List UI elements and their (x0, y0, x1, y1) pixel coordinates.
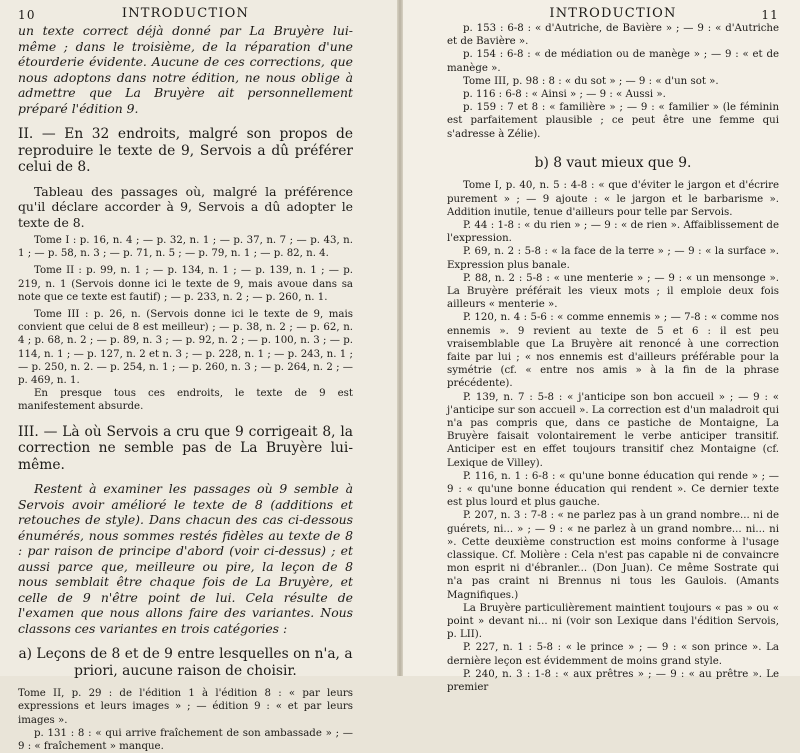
presque-paragraph: En presque tous ces endroits, le texte de 9 est manifestement absurde. (18, 388, 353, 413)
left-page-number: 10 (18, 8, 36, 22)
right-running-title: INTRODUCTION (549, 6, 677, 21)
heading-a: a) Leçons de 8 et de 9 entre lesquelles on n'a, a priori, aucune raison de choisir. (18, 646, 353, 679)
left-intro-paragraph: un texte correct déjà donné par La Bruyère lui-même ; dans le troisième, de la réparation d'une étourderie évidente. Aucune de ces corrections, que nous adoptons dans notre édition, ne nous oblige à admettre que La Bruyère ait personnellement préparé l'édition 9. (18, 23, 353, 116)
list-item: P. 139, n. 7 : 5-8 : « j'anticipe son bon accueil » ; — 9 : « j'anticipe sur son accueil ». La correction est d'un maladroit qui n'a pas compris que, dans ce pastiche de Montaigne, La Bruyère faisait volontairement le verbe anticiper transitif. Anticiper est en effet toujours transitif chez Montaigne (cf. Lexique de Villey). (447, 391, 779, 469)
tableau-paragraph: Tableau des passages où, malgré la préférence qu'il déclare accorder à 9, Servois a dû adopter le texte de 8. (18, 183, 353, 230)
list-item: Tome I, p. 40, n. 5 : 4-8 : « que d'éviter le jargon et d'écrire purement » ; — 9 ajoute : « le jargon et le barbarisme ». Addition inutile, tenue d'ailleurs pour telle par Servois. (447, 180, 779, 218)
tome-iii-list: Tome III : p. 26, n. (Servois donne ici le texte de 9, mais convient que celui de 8 est meilleur) ; — p. 38, n. 2 ; — p. 62, n. 4 ; p. 68, n. 2 ; — p. 89, n. 3 ; — p. 92, n. 2 ; — p. 100, n. 3 ; — p. 114, n. 1 ; — p. 127, n. 2 et n. 3 ; — p. 228, n. 1 ; — p. 243, n. 1 ; — p. 250, n. 2. — p. 254, n. 1 ; — p. 260, n. 3 ; — p. 264, n. 2 ; — p. 469, n. 1. (18, 309, 353, 387)
tome-i-list: Tome I : p. 16, n. 4 ; — p. 32, n. 1 ; — p. 37, n. 7 ; — p. 43, n. 1 ; — p. 58, n. 3 ; — p. 71, n. 5 ; — p. 79, n. 1 ; — p. 82, n. 4. (18, 235, 353, 260)
list-item: p. 154 : 6-8 : « de médiation ou de manège » ; — 9 : « et de manège ». (447, 49, 779, 74)
right-page-content (447, 0, 779, 694)
right-running-head (447, 0, 779, 26)
section-ii-heading: II. — En 32 endroits, malgré son propos de reproduire le texte de 9, Servois a dû préférer celui de 8. (18, 126, 353, 175)
tome-ii-list: Tome II : p. 99, n. 1 ; — p. 134, n. 1 ; — p. 139, n. 1 ; — p. 219, n. 1 (Servois donne ici le texte de 9, mais avoue dans sa note que ce texte est fautif) ; — p. 233, n. 2 ; — p. 260, n. 1. (18, 265, 353, 303)
left-running-title: INTRODUCTION (121, 6, 250, 21)
list-item: P. 207, n. 3 : 7-8 : « ne parlez pas à un grand nombre... ni de guérets, ni... » ; — 9 : « ne parlez à un grand nombre... ni... ni ». Cette deuxième construction est moins conforme à l'usage classique. Cf. Molière : Cela n'est pas capable ni de convaincre mon esprit ni d'ébranler... (Don Juan). Ce même Sostrate qui n'a pas craint ni Brennus ni tous les Gaulois. (Amants Magnifiques.) (447, 510, 779, 601)
heading-b: b) 8 vaut mieux que 9. (534, 154, 692, 171)
list-item: P. 44 : 1-8 : « du rien » ; — 9 : « de rien ». Affaiblissement de l'expression. (447, 219, 779, 245)
list-item: P. 69, n. 2 : 5-8 : « la face de la terre » ; — 9 : « la surface ». Expression plus banale. (447, 246, 779, 271)
a-tome-ii: Tome II, p. 29 : de l'édition 1 à l'édition 8 : « par leurs expressions et leurs images » ; — édition 9 : « et par leurs images ». (18, 688, 353, 726)
list-item: P. 120, n. 4 : 5-6 : « comme ennemis » ; — 7-8 : « comme nos ennemis ». 9 revient au texte de 5 et 6 : il est peu vraisemblable que La Bruyère ait renoncé à une correction faite par lui ; « nos ennemis est d'ailleurs préférable pour la symétrie (cf. « entre nos amis » à la fin de la phrase précédente). (447, 312, 779, 390)
list-item: La Bruyère particulièrement maintient toujours « pas » ou « point » devant ni... ni (voir son Lexique dans l'édition Servois, p. LII). (447, 602, 779, 641)
section-iii-heading: III. — Là où Servois a cru que 9 corrigeait 8, la correction ne semble pas de La Bruyère lui-même. (18, 423, 353, 473)
list-item: p. 153 : 6-8 : « d'Autriche, de Bavière » ; — 9 : « d'Autriche et de Bavière ». (447, 23, 779, 48)
restent-paragraph: Restent à examiner les passages où 9 semble à Servois avoir amélioré le texte de 8 (additions et retouches de style). Dans chacun des cas ci-dessous énumérés, nous sommes restés fidèles au texte de 8 : par raison de principe d'abord (voir ci-dessus) ; et aussi parce que, meilleure ou pire, la leçon de 8 nous semblait être chaque fois de La Bruyère, et celle de 9 n'être point de lui. Cela résulte de l'examen que nous allons faire des variantes. Nous classons ces variantes en trois catégories : (18, 481, 353, 636)
list-item: P. 240, n. 3 : 1-8 : « aux prêtres » ; — 9 : « au prêtre ». Le premier (447, 668, 779, 694)
list-item: P. 227, n. 1 : 5-8 : « le prince » ; — 9 : « son prince ». La dernière leçon est évidemment de moins grand style. (447, 642, 779, 667)
left-running-head (18, 0, 353, 26)
list-item: Tome III, p. 98 : 8 : « du sot » ; — 9 : « d'un sot ». (463, 75, 719, 87)
right-top-list (447, 22, 779, 141)
right-b-list (447, 179, 779, 694)
left-page-content (18, 0, 353, 753)
list-item: P. 88, n. 2 : 5-8 : « une menterie » ; — 9 : « un mensonge ». La Bruyère préférait les vieux mots ; il emploie deux fois ailleurs « menterie ». (447, 272, 779, 311)
list-item: P. 116, n. 1 : 6-8 : « qu'une bonne éducation qui rende » ; — 9 : « qu'une bonne éducation qui rendent ». Ce dernier texte est plus lourd et plus gauche. (447, 470, 779, 509)
list-item: p. 116 : 6-8 : « Ainsi » ; — 9 : « Aussi ». (463, 89, 666, 101)
book-gutter (397, 0, 403, 676)
right-page-number: 11 (761, 8, 779, 22)
a-p131: p. 131 : 8 : « qui arrive fraîchement de son ambassade » ; — 9 : « fraîchement » manque. (18, 727, 353, 752)
list-item: p. 159 : 7 et 8 : « familière » ; — 9 : « familier » (le féminin est parfaitement plausible ; ce peut être une femme qui s'adresse à Zélie). (447, 102, 779, 140)
